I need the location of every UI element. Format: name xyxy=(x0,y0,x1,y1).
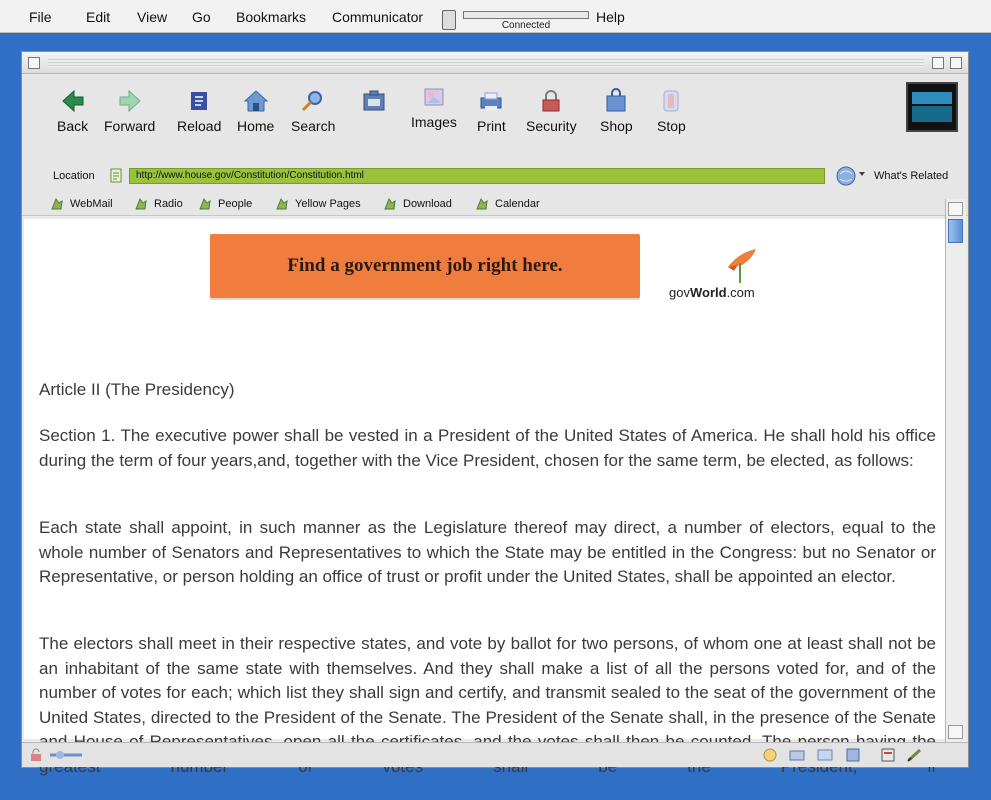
bookmark-calendar-label: Calendar xyxy=(495,197,540,210)
search-icon xyxy=(300,88,326,114)
url-input[interactable]: http://www.house.gov/Constitution/Constitution.html xyxy=(129,168,825,184)
scroll-up-arrow-icon[interactable] xyxy=(948,202,963,216)
banner-text: Find a government job right here. xyxy=(287,255,563,276)
shop-label: Shop xyxy=(600,118,633,134)
print-label: Print xyxy=(477,118,506,134)
close-box-icon[interactable] xyxy=(28,57,40,69)
bookmark-icon xyxy=(475,197,489,211)
security-button[interactable] xyxy=(526,88,577,134)
connection-progress-bar xyxy=(463,11,589,19)
whats-related-icon[interactable] xyxy=(832,165,866,187)
bookmark-download[interactable] xyxy=(383,197,452,211)
back-label: Back xyxy=(57,118,89,134)
whats-related-label[interactable]: What's Related xyxy=(874,170,949,182)
search-label: Search xyxy=(291,118,336,134)
back-button[interactable] xyxy=(57,88,88,134)
page-proxy-icon[interactable] xyxy=(109,167,125,185)
vertical-scrollbar[interactable] xyxy=(945,199,966,743)
reload-label: Reload xyxy=(177,118,222,134)
bookmark-download-label: Download xyxy=(403,197,452,210)
page-content xyxy=(24,219,945,739)
edit-pencil-icon[interactable] xyxy=(906,747,924,763)
bookmark-icon xyxy=(134,197,148,211)
bookmark-webmail[interactable] xyxy=(50,197,113,211)
browser-window xyxy=(21,51,969,768)
security-label: Security xyxy=(526,118,577,134)
print-button[interactable] xyxy=(477,88,506,134)
menu-help[interactable]: Help xyxy=(596,9,625,25)
shop-button[interactable] xyxy=(600,88,633,134)
security-lock-status-icon[interactable] xyxy=(28,747,44,763)
bookmark-icon xyxy=(50,197,64,211)
offline-status-icon[interactable] xyxy=(48,747,84,763)
menu-communicator[interactable]: Communicator xyxy=(332,9,424,25)
job-banner-ad[interactable] xyxy=(210,234,640,298)
menu-bookmarks[interactable]: Bookmarks xyxy=(236,9,307,25)
throbber-sky xyxy=(912,92,952,104)
forward-arrow-icon xyxy=(117,88,143,114)
netscape-throbber[interactable] xyxy=(906,82,958,132)
stop-icon xyxy=(658,88,684,114)
shop-icon xyxy=(603,88,629,114)
menu-bar xyxy=(0,0,991,33)
images-label: Images xyxy=(411,114,457,130)
bookmark-people-label: People xyxy=(218,197,253,210)
search-button[interactable] xyxy=(291,88,335,134)
composer-component-icon[interactable] xyxy=(880,747,896,763)
reload-button[interactable] xyxy=(177,88,221,134)
bookmark-icon xyxy=(383,197,397,211)
navigation-toolbar xyxy=(22,74,968,194)
navigator-component-icon[interactable] xyxy=(762,747,778,763)
article-heading: Article II (The Presidency) xyxy=(39,380,235,399)
status-bar xyxy=(22,742,968,767)
bookmark-people[interactable] xyxy=(198,197,252,211)
electors-paragraph: Each state shall appoint, in such manner as the Legislature thereof may direct, a number of electors, equal to the whole number of Senators and Representatives to which the State may be entitled in the Congress: but no Senator or Representative, or person holding an office of trust or profit under the United States, shall be appointed an elector. xyxy=(39,518,936,586)
my-netscape-icon xyxy=(361,88,387,114)
govworld-text[interactable]: govWorld.com xyxy=(669,285,755,300)
zoom-box-icon[interactable] xyxy=(932,57,944,69)
throbber-sea xyxy=(912,106,952,122)
window-titlebar[interactable] xyxy=(22,52,968,74)
reload-icon xyxy=(186,88,212,114)
personal-toolbar xyxy=(22,194,968,216)
electors-meeting-paragraph: The electors shall meet in their respective states, and vote by ballot for two persons, of whom one at least shall not be an inhabitant of the same state with themselves. And they shall make a list of all the persons voted for, and of the number of votes for each; which list they shall sign and certify, and transmit sealed to the seat of the government of the United States, directed to the President of the Senate. The President of the Senate shall, in the presence of the Senate xyxy=(39,634,936,727)
print-icon xyxy=(478,88,504,114)
bookmark-webmail-label: WebMail xyxy=(70,197,113,210)
mail-component-icon[interactable] xyxy=(788,747,806,763)
back-arrow-icon xyxy=(60,88,86,114)
connection-status: Connected xyxy=(501,20,551,31)
bookmark-yellow-pages[interactable] xyxy=(275,197,361,211)
scroll-thumb[interactable] xyxy=(948,219,963,243)
bookmark-calendar[interactable] xyxy=(475,197,540,211)
forward-label: Forward xyxy=(104,118,156,134)
titlebar-stripes xyxy=(48,59,924,67)
collapse-box-icon[interactable] xyxy=(950,57,962,69)
connection-icon xyxy=(442,10,456,30)
bookmark-radio-label: Radio xyxy=(154,197,183,210)
stop-button[interactable] xyxy=(657,88,686,134)
bookmark-icon xyxy=(275,197,289,211)
home-icon xyxy=(243,88,269,114)
bookmark-yellow-pages-label: Yellow Pages xyxy=(295,197,361,210)
bookmark-icon xyxy=(198,197,212,211)
section-1-paragraph: Section 1. The executive power shall be vested in a President of the United States of America. He shall hold his office during the term of four years,and, together with the Vice President, chosen for the same term, be elected, as follows: xyxy=(39,426,936,470)
lock-icon xyxy=(538,88,564,114)
forward-button[interactable] xyxy=(104,88,155,134)
images-button[interactable] xyxy=(411,84,457,130)
home-label: Home xyxy=(237,118,275,134)
images-icon xyxy=(421,84,447,110)
home-button[interactable] xyxy=(237,88,274,134)
menu-file[interactable]: File xyxy=(29,9,52,25)
newsgroups-component-icon[interactable] xyxy=(816,747,834,763)
menu-go[interactable]: Go xyxy=(192,9,211,25)
menu-view[interactable]: View xyxy=(137,9,168,25)
stop-label: Stop xyxy=(657,118,686,134)
address-book-component-icon[interactable] xyxy=(844,747,862,763)
scroll-down-arrow-icon[interactable] xyxy=(948,725,963,739)
my-netscape-button[interactable] xyxy=(361,88,387,118)
menu-edit[interactable]: Edit xyxy=(86,9,111,25)
location-label: Location xyxy=(53,170,95,182)
bookmark-radio[interactable] xyxy=(134,197,183,211)
